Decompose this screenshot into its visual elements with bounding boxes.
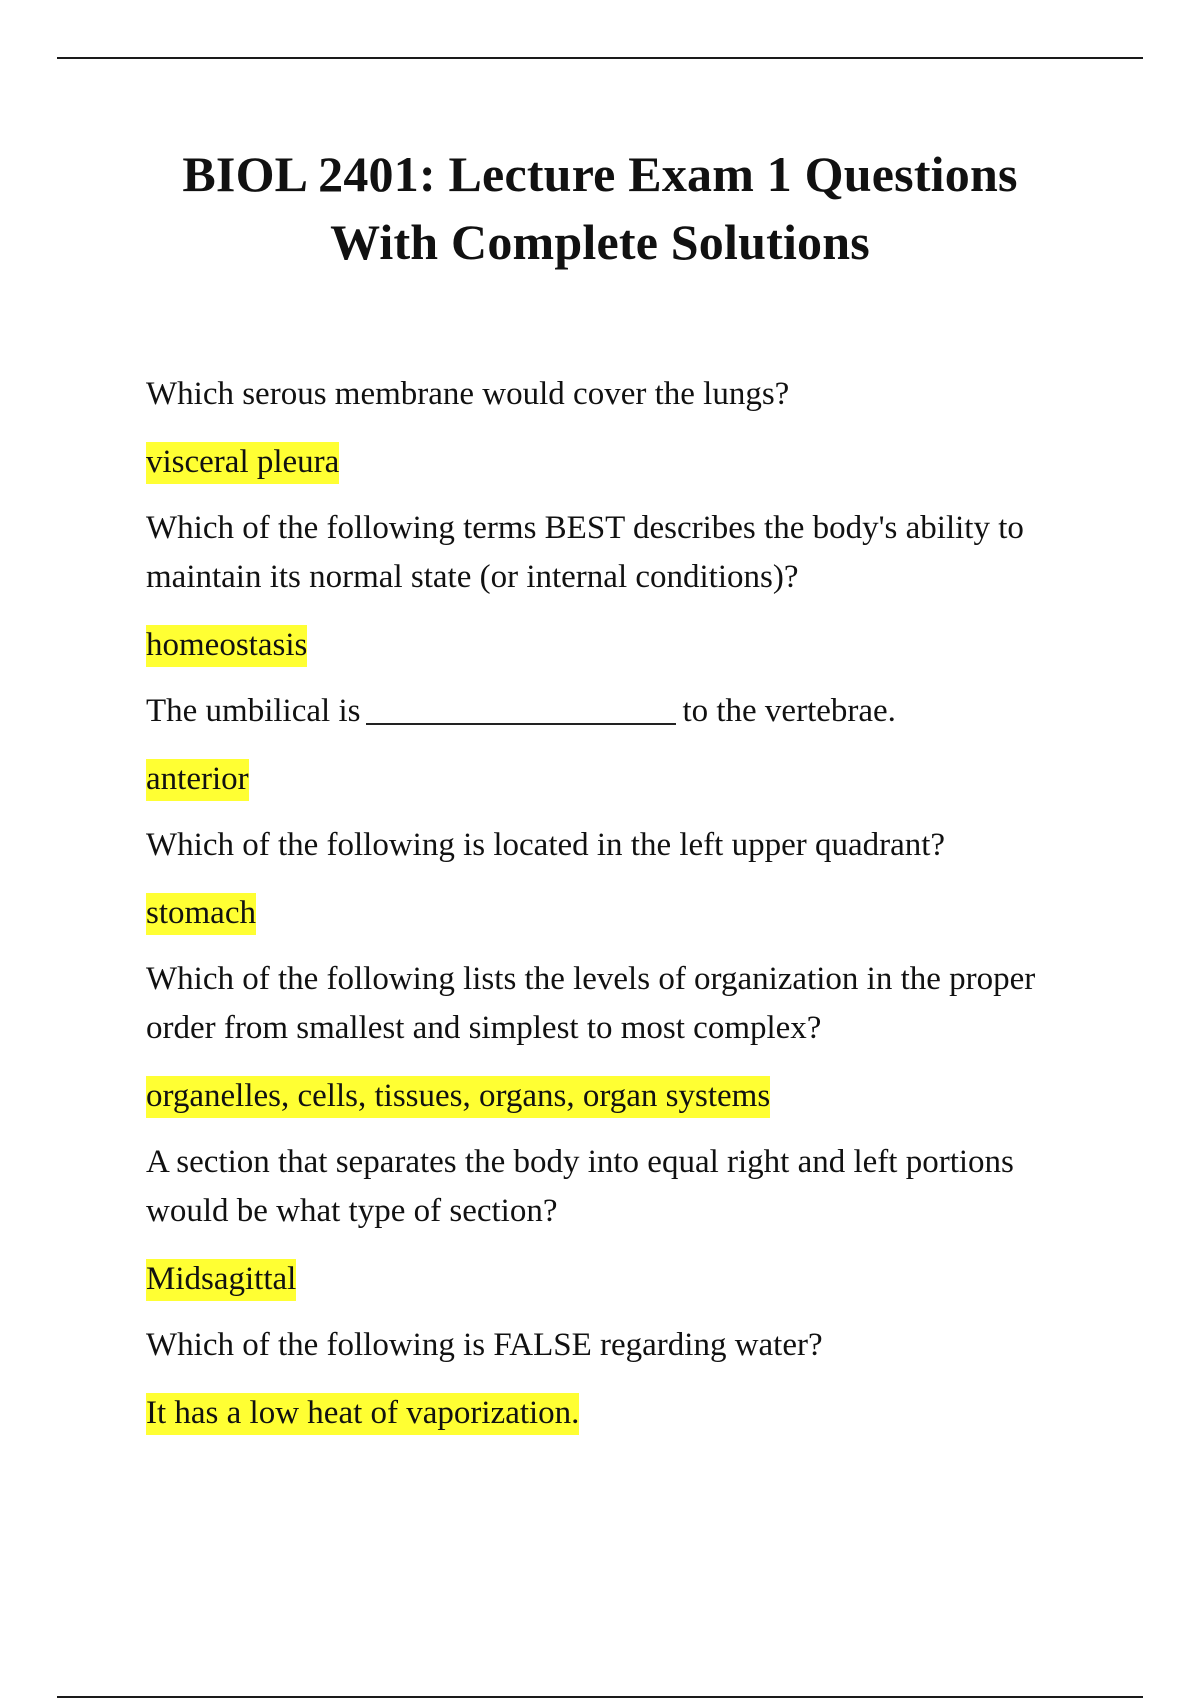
question-5: Which of the following lists the levels of organization in the proper order from smallest and simplest to most complex? <box>146 961 1036 1046</box>
question-2: Which of the following terms BEST describes the body's ability to maintain its normal state (or internal conditions)? <box>146 510 1024 595</box>
question-4: Which of the following is located in the left upper quadrant? <box>146 827 946 863</box>
question-3-after: to the vertebrae. <box>682 693 896 729</box>
answer-highlight: stomach <box>146 893 256 935</box>
qa-list <box>146 370 1096 1455</box>
answer-6 <box>146 1255 1096 1304</box>
answer-highlight: organelles, cells, tissues, organs, organ systems <box>146 1076 770 1118</box>
title-line-2: With Complete Solutions <box>330 214 870 270</box>
fill-in-blank <box>366 693 676 725</box>
answer-highlight: visceral pleura <box>146 442 339 484</box>
bottom-rule <box>57 1696 1143 1698</box>
top-rule <box>57 57 1143 59</box>
question-1: Which serous membrane would cover the lungs? <box>146 376 790 412</box>
document-title <box>100 140 1100 276</box>
answer-5 <box>146 1072 1096 1121</box>
answer-1 <box>146 438 1096 487</box>
question-6: A section that separates the body into equal right and left portions would be what type of section? <box>146 1144 1014 1229</box>
answer-2 <box>146 621 1096 670</box>
answer-highlight: homeostasis <box>146 625 307 667</box>
question-3 <box>146 687 1096 736</box>
answer-7 <box>146 1389 1096 1438</box>
question-7: Which of the following is FALSE regarding water? <box>146 1327 823 1363</box>
title-line-1: BIOL 2401: Lecture Exam 1 Questions <box>182 146 1018 202</box>
answer-highlight: Midsagittal <box>146 1259 296 1301</box>
answer-highlight: It has a low heat of vaporization. <box>146 1393 579 1435</box>
answer-3 <box>146 755 1096 804</box>
answer-4 <box>146 889 1096 938</box>
question-3-before: The umbilical is <box>146 693 361 729</box>
answer-highlight: anterior <box>146 759 249 801</box>
